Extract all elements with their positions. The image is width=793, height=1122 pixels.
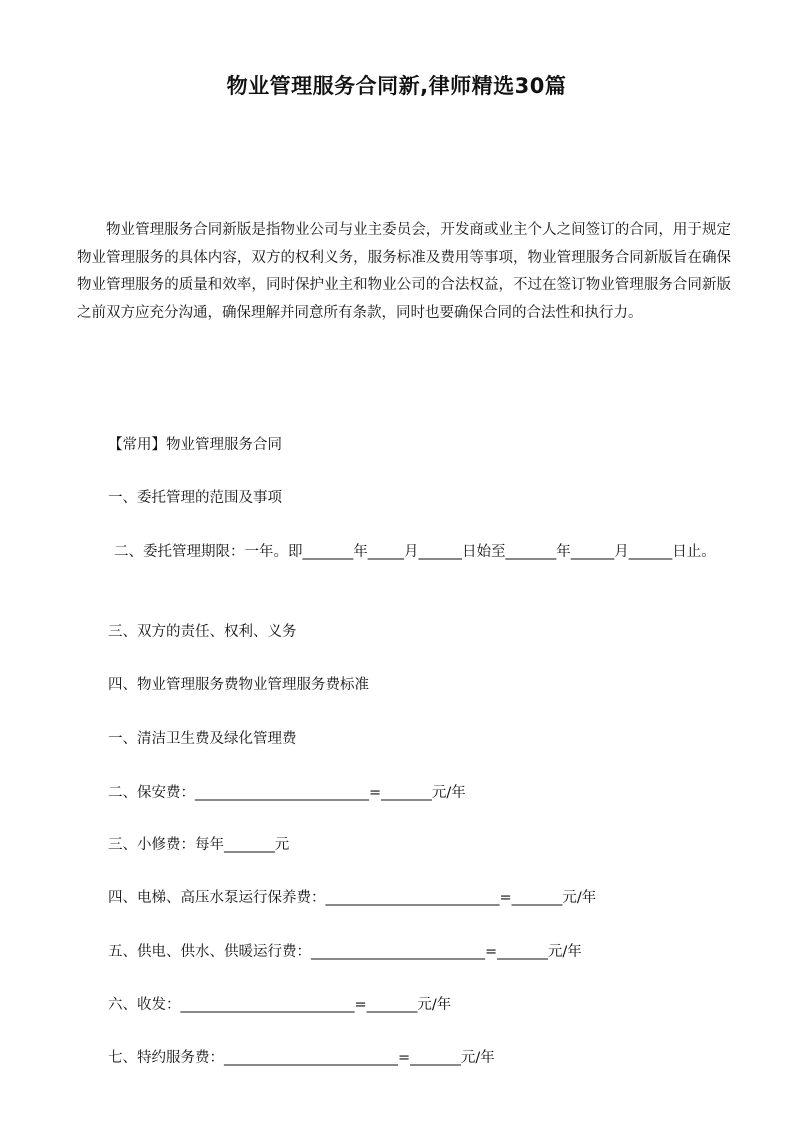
clause-1: 一、委托管理的范围及事项 — [108, 490, 282, 506]
fee-item-1: 一、清洁卫生费及绿化管理费 — [108, 731, 297, 747]
fee-item-3: 三、小修费：每年_______元 — [108, 837, 290, 853]
document-title: 物业管理服务合同新,律师精选30篇 — [226, 74, 567, 98]
intro-paragraph: 物业管理服务合同新版是指物业公司与业主委员会，开发商或业主个人之间签订的合同，用于规定物业管理服务的具体内容，双方的权利义务，服务标准及费用等事项，物业管理服务合同新版旨在确保物业管理服务的质量和效率，同时保护业主和物业公司的合法权益，不过在签订物业管理服务合同新版之前双方应充分沟通，确保理解并同意所有条款，同时也要确保合同的合法性和执行力。 — [77, 222, 731, 321]
fee-item-7: 七、特约服务费：________________________=_______元/年 — [108, 1050, 495, 1066]
section-heading: 【常用】物业管理服务合同 — [108, 437, 282, 453]
fee-item-2: 二、保安费：________________________=_______元/年 — [108, 785, 466, 801]
clause-3: 三、双方的责任、权利、义务 — [108, 624, 297, 640]
clause-2: 二、委托管理期限：一年。即_______年_____月______日始至_______年______月______日止。 — [114, 544, 716, 560]
clause-4: 四、物业管理服务费物业管理服务费标准 — [108, 677, 369, 693]
fee-item-5: 五、供电、供水、供暖运行费：________________________=_______元/年 — [108, 944, 582, 960]
fee-item-6: 六、收发：________________________=_______元/年 — [108, 997, 452, 1013]
fee-item-4: 四、电梯、高压水泵运行保养费：________________________=_______元/年 — [108, 890, 597, 906]
